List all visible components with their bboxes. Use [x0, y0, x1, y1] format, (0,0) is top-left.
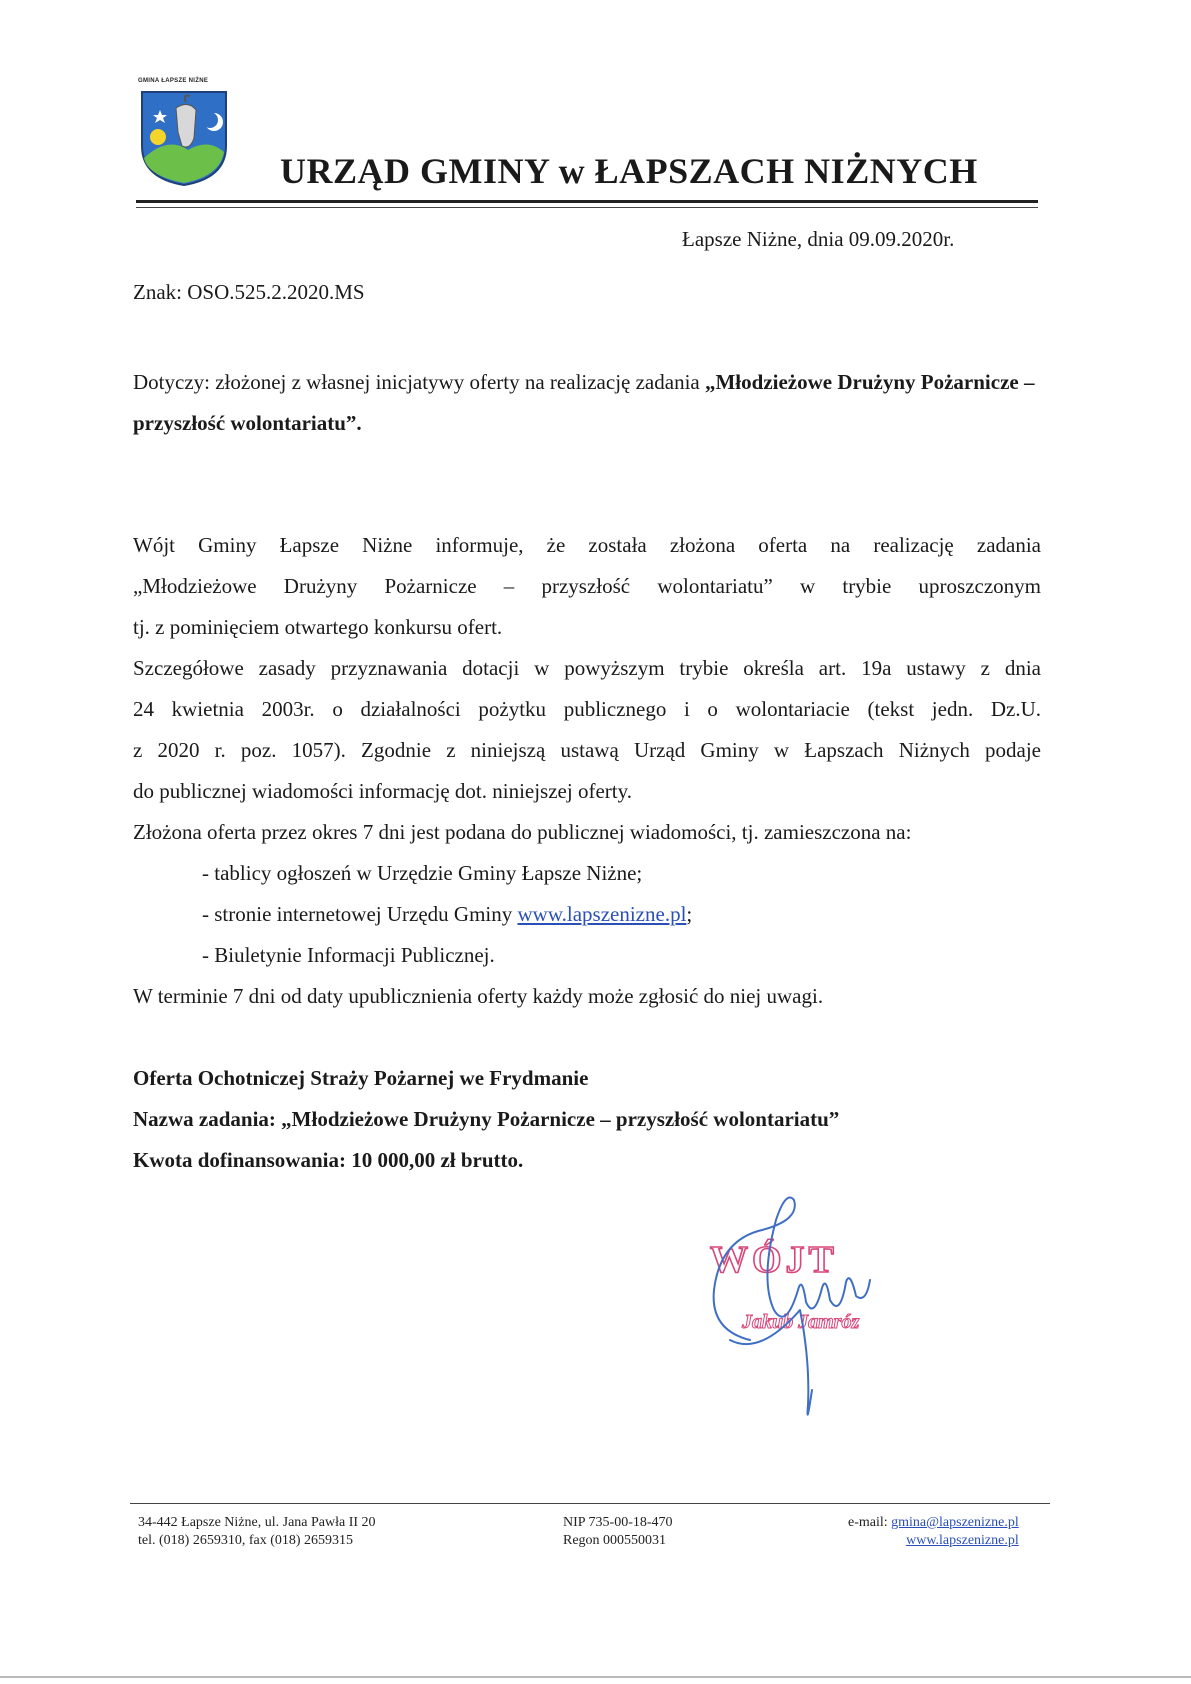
- email-label: e-mail:: [848, 1515, 892, 1530]
- list-item: - tablicy ogłoszeń w Urzędzie Gminy Łapsze Niżne;: [202, 861, 643, 885]
- body-line: W terminie 7 dni od daty upublicznienia oferty każdy może zgłosić do niej uwagi.: [133, 984, 824, 1008]
- footer-website-link[interactable]: www.lapszenizne.pl: [906, 1533, 1019, 1548]
- footer-address-line: 34-442 Łapsze Niżne, ul. Jana Pawła II 20: [138, 1515, 376, 1530]
- website-link[interactable]: www.lapszenizne.pl: [517, 902, 687, 926]
- offer-task-name: Nazwa zadania: „Młodzieżowe Drużyny Pożarnicze – przyszłość wolontariatu”: [133, 1107, 840, 1131]
- footer-regon: Regon 000550031: [563, 1533, 667, 1548]
- stamp-name: Jakub Jamróz: [742, 1311, 860, 1333]
- crest-caption: GMINA ŁAPSZE NIŻNE: [138, 78, 209, 84]
- stamp-title: WÓJT: [710, 1239, 838, 1281]
- body-line: tj. z pominięciem otwartego konkursu ofert.: [133, 615, 503, 639]
- scan-edge: [0, 1676, 1191, 1678]
- handwritten-signature: [714, 1198, 870, 1415]
- email-link[interactable]: gmina@lapszenizne.pl: [891, 1515, 1019, 1530]
- signature-stamp: [690, 1190, 930, 1440]
- list-item-suffix: ;: [686, 902, 693, 926]
- list-item-text: - stronie internetowej Urzędu Gminy: [202, 902, 518, 926]
- offer-organization: Oferta Ochotniczej Straży Pożarnej we Frydmanie: [133, 1066, 589, 1090]
- footer-nip: NIP 735-00-18-470: [563, 1515, 673, 1530]
- body-line: do publicznej wiadomości informację dot. niniejszej oferty.: [133, 779, 632, 803]
- footer-address: [138, 1514, 376, 1550]
- offer-amount: Kwota dofinansowania: 10 000,00 zł brutto.: [133, 1148, 524, 1172]
- footer-phone-line: tel. (018) 2659310, fax (018) 2659315: [138, 1533, 354, 1548]
- footer-contact: [848, 1514, 1019, 1550]
- body-line: Szczegółowe zasady przyznawania dotacji w powyższym trybie określa art. 19a ustawy z dnia: [133, 656, 1041, 680]
- body-line: z 2020 r. poz. 1057). Zgodnie z niniejszą ustawą Urząd Gminy w Łapszach Niżnych podaje: [133, 738, 1041, 762]
- offer-summary: [133, 1058, 839, 1181]
- coat-of-arms-icon: [138, 88, 230, 188]
- page-title: URZĄD GMINY w ŁAPSZACH NIŻNYCH: [280, 151, 978, 191]
- letter-subject: [133, 362, 1038, 444]
- list-item: - Biuletynie Informacji Publicznej.: [202, 943, 495, 967]
- footer-email-line: [848, 1514, 1019, 1532]
- header-divider-thin: [136, 207, 1038, 208]
- subject-task-name: „Młodzieżowe Drużyny Pożarnicze – przyszłość wolontariatu”.: [133, 370, 1035, 435]
- body-line: Wójt Gminy Łapsze Niżne informuje, że została złożona oferta na realizację zadania: [133, 533, 1041, 557]
- letter-date: Łapsze Niżne, dnia 09.09.2020r.: [682, 227, 955, 251]
- footer-registry: [563, 1514, 673, 1550]
- body-line: 24 kwietnia 2003r. o działalności pożytku publicznego i o wolontariacie (tekst jedn. Dz.U.: [133, 697, 1041, 721]
- body-line: „Młodzieżowe Drużyny Pożarnicze – przyszłość wolontariatu” w trybie uproszczonym: [133, 574, 1041, 598]
- footer-divider: [130, 1503, 1050, 1504]
- reference-number: Znak: OSO.525.2.2020.MS: [133, 280, 365, 304]
- subject-lead: Dotyczy: złożonej z własnej inicjatywy oferty na realizację zadania: [133, 370, 705, 394]
- list-item: [133, 894, 1041, 935]
- letter-body: [133, 525, 1041, 1017]
- body-line: Złożona oferta przez okres 7 dni jest podana do publicznej wiadomości, tj. zamieszczona na:: [133, 820, 912, 844]
- header-divider: [136, 200, 1038, 203]
